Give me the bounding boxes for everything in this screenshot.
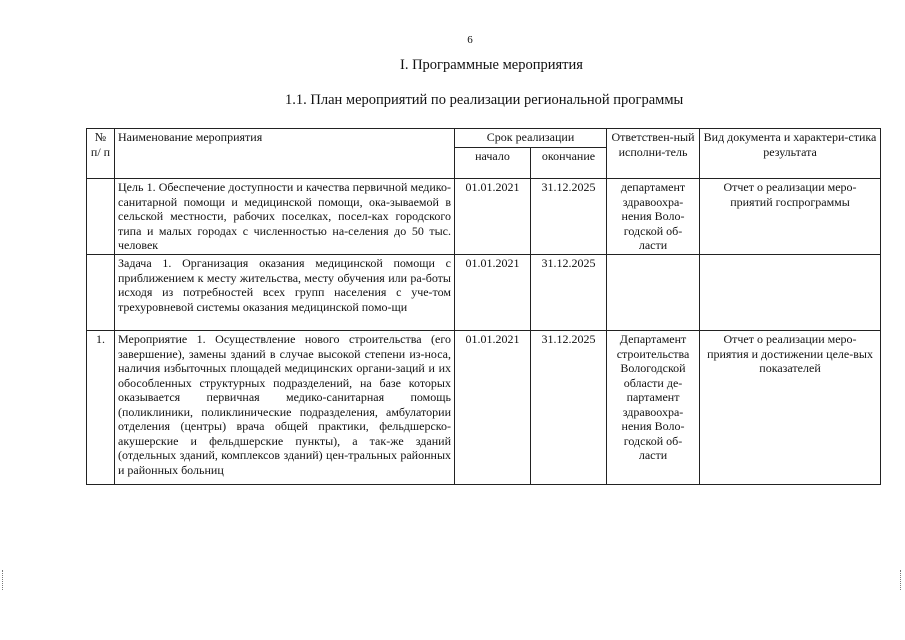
row-document: Отчет о реализации меро-приятий госпрограммы	[700, 179, 881, 255]
header-document: Вид документа и характери-стика результата	[700, 129, 881, 179]
row-responsible	[607, 255, 700, 331]
header-period: Срок реализации	[455, 129, 607, 148]
header-end: окончание	[531, 148, 607, 179]
row-start-date: 01.01.2021	[455, 179, 531, 255]
row-document	[700, 255, 881, 331]
scan-margin-mark-right	[900, 570, 903, 590]
header-responsible: Ответствен-ный исполни-тель	[607, 129, 700, 179]
page-number: 6	[467, 34, 473, 46]
header-activity-name: Наименование мероприятия	[115, 129, 455, 179]
table-row	[87, 179, 881, 255]
row-number	[87, 255, 115, 331]
row-activity-name: Задача 1. Организация оказания медицинской помощи с приближением к месту жительства, месту обучения или ра-боты исходя из потребностей всех групп населения с уче-том трехуровневой системы оказания медицинской помо-щи	[115, 255, 455, 331]
row-document: Отчет о реализации меро-приятия и достижении целе-вых показателей	[700, 331, 881, 485]
row-start-date: 01.01.2021	[455, 255, 531, 331]
row-number	[87, 179, 115, 255]
scan-margin-mark-left	[2, 570, 5, 590]
row-number: 1.	[87, 331, 115, 485]
row-activity-name: Мероприятие 1. Осуществление нового строительства (его завершение), замены зданий в случае высокой степени из-носа, наличия избыточных площадей медицинских органи-заций и их обособленных структурных подразделений, на базе которых оказывается первичная медико-санитарная помощь (поликлиники, поликлинические подразделения, амбулатории отделения (центры) врача общей практики, фельдшерско-акушерские и фельдшерские пункты), а так-же зданий (отдельных зданий, комплексов зданий) цен-тральных районных и районных больниц	[115, 331, 455, 485]
row-responsible: департамент здравоохра-нения Воло-годской об-ласти	[607, 179, 700, 255]
row-responsible: Департамент строительства Вологодской области де-партамент здравоохра-нения Воло-годской об-ласти	[607, 331, 700, 485]
section-title: I. Программные мероприятия	[400, 57, 583, 73]
row-activity-name: Цель 1. Обеспечение доступности и качества первичной медико-санитарной помощи и медицинской помощи, ока-зываемой в сельской местности, рабочих поселках, посел-ках городского типа и малых городах с численностью на-селения до 50 тыс. человек	[115, 179, 455, 255]
row-start-date: 01.01.2021	[455, 331, 531, 485]
row-end-date: 31.12.2025	[531, 331, 607, 485]
header-number: № п/ п	[87, 129, 115, 179]
table-header-row	[87, 129, 881, 148]
table-row	[87, 331, 881, 485]
header-start: начало	[455, 148, 531, 179]
table-row	[87, 255, 881, 331]
row-end-date: 31.12.2025	[531, 179, 607, 255]
subsection-title: 1.1. План мероприятий по реализации региональной программы	[285, 92, 684, 108]
row-end-date: 31.12.2025	[531, 255, 607, 331]
activities-plan-table	[86, 128, 881, 485]
